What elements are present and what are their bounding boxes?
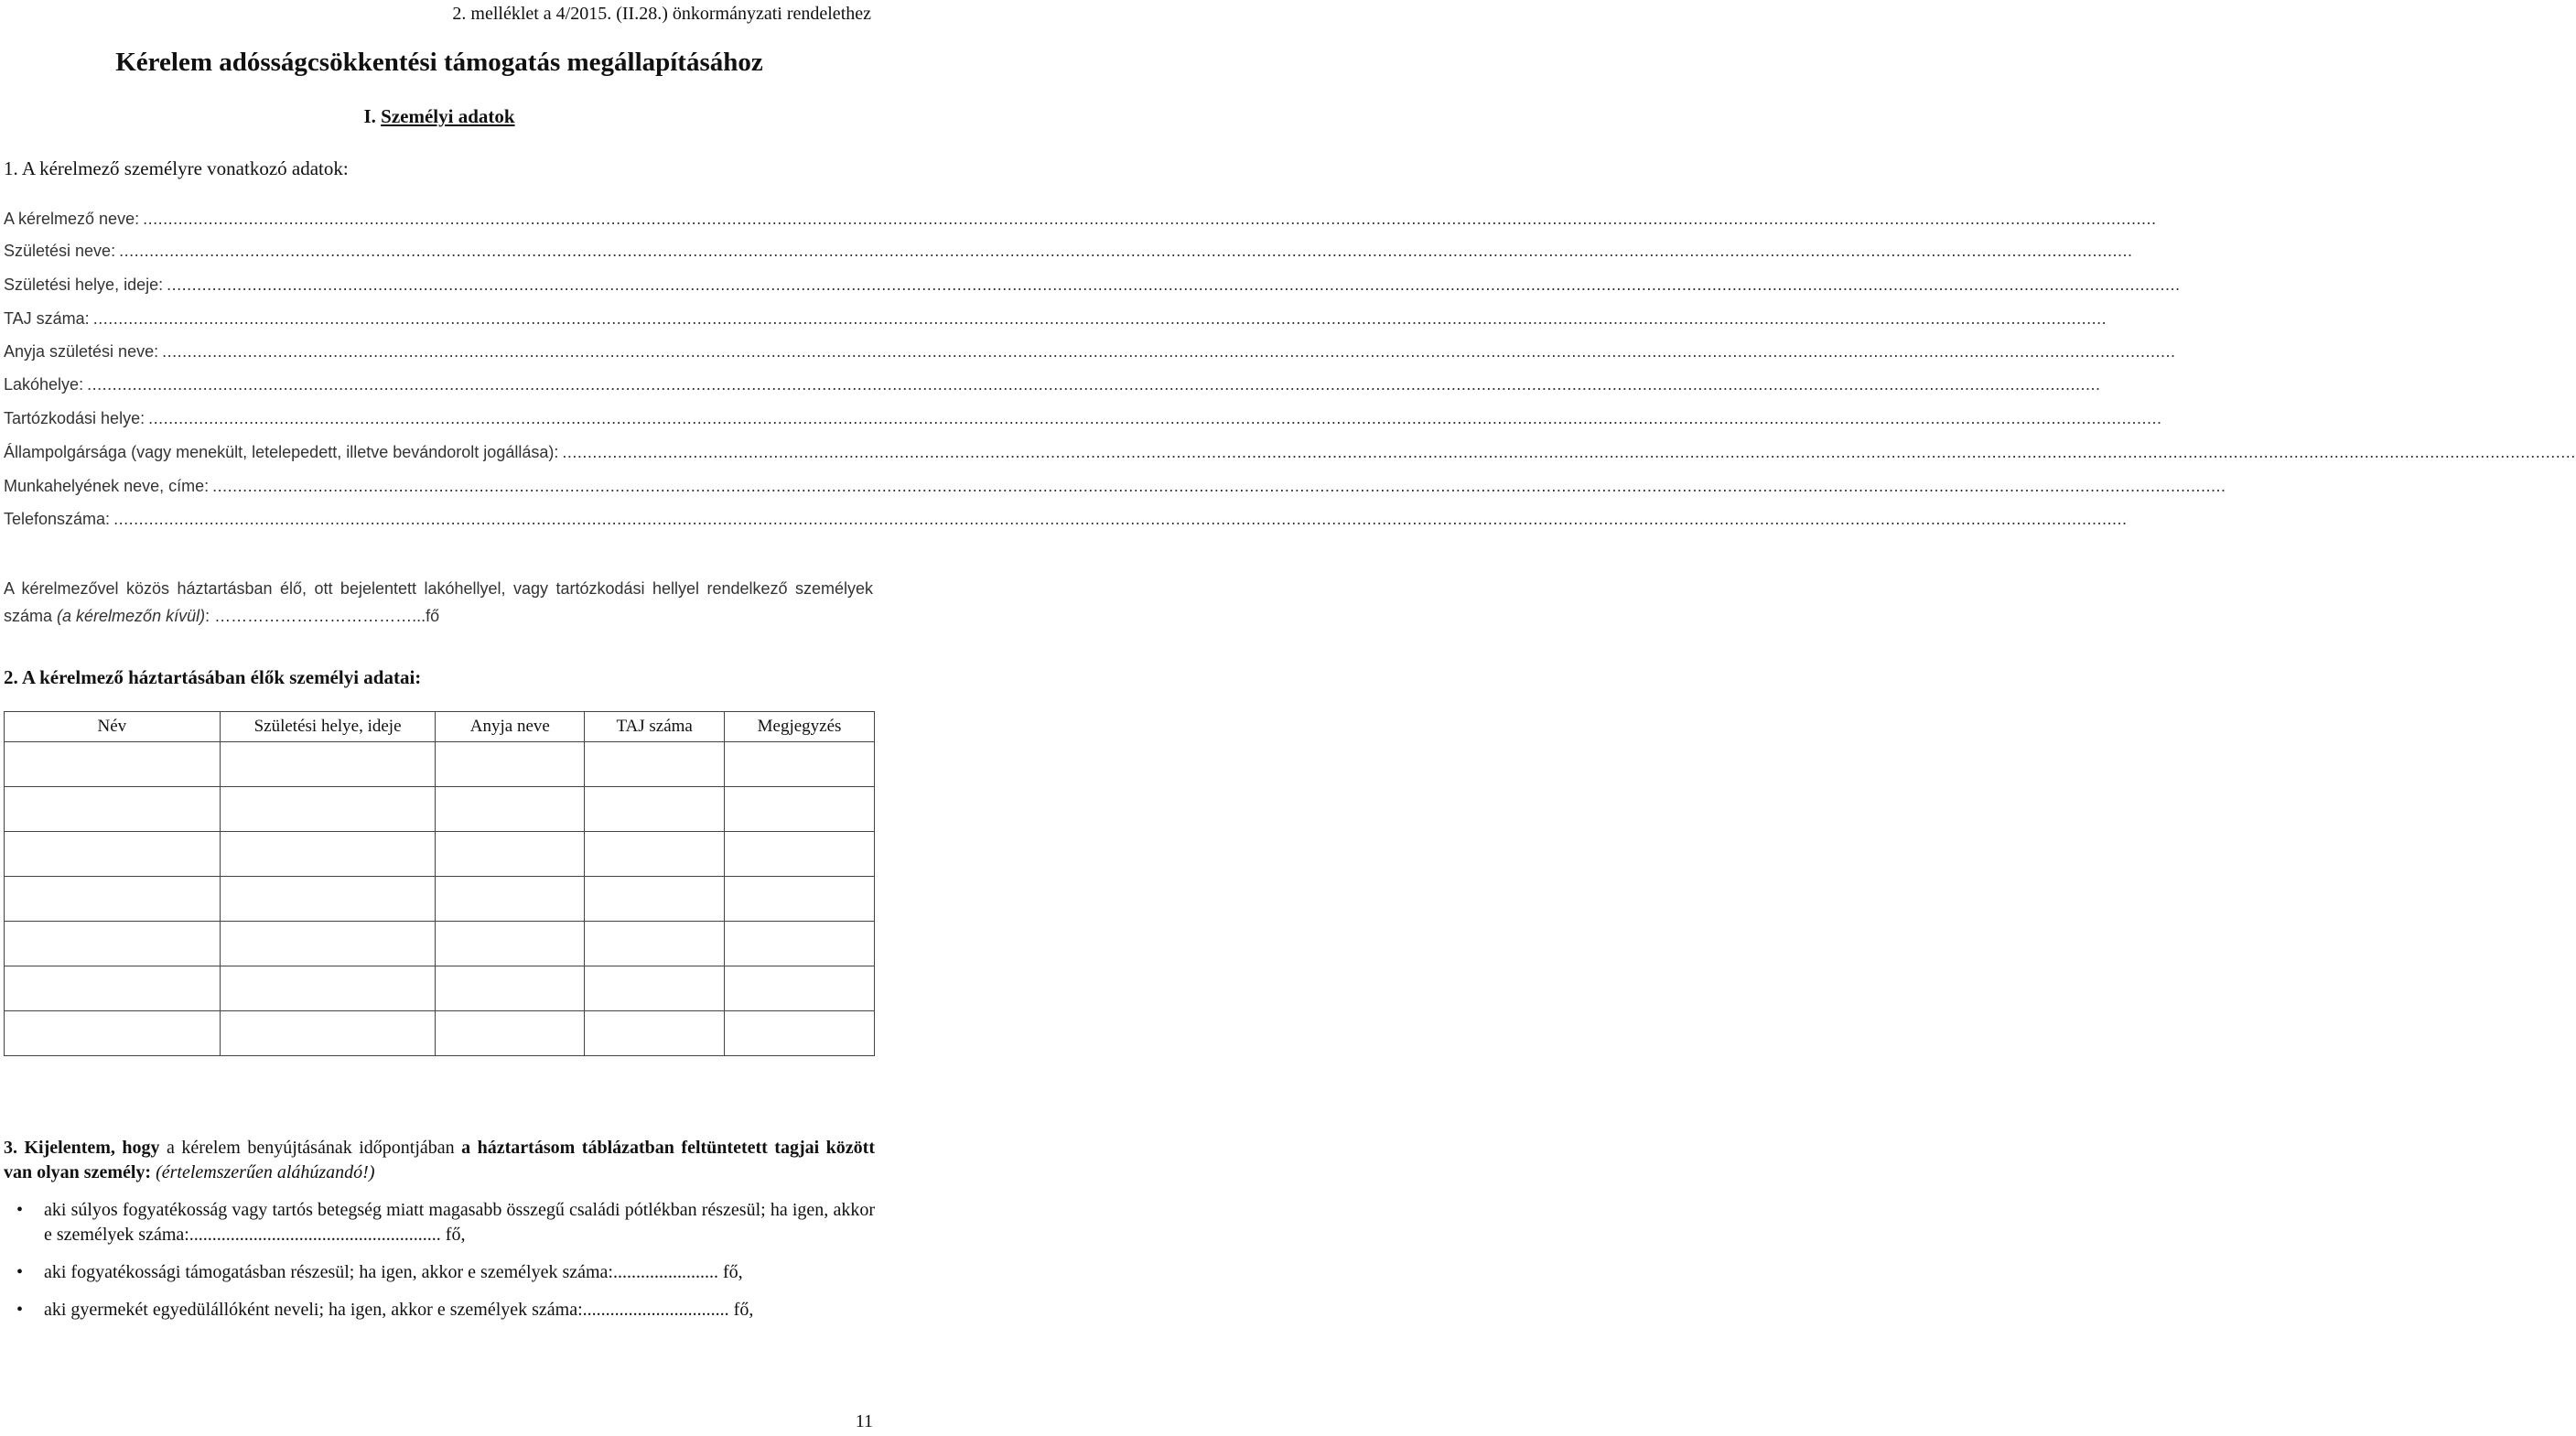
field-dotted-line[interactable]: ................................................................................................................................................................................................................................................................................................................................................................................................................ [87, 375, 2101, 394]
form-title: Kérelem adósságcsökkentési támogatás megállapításához [115, 48, 763, 77]
section-heading [0, 105, 878, 128]
bullet-icon: • [16, 1262, 24, 1282]
table-row [5, 966, 875, 1011]
table-body [5, 742, 875, 1056]
field-dotted-line[interactable]: ................................................................................................................................................................................................................................................................................................................................................................................................................ [562, 443, 2576, 461]
table-cell[interactable] [220, 787, 436, 832]
section-title: Személyi adatok [381, 105, 515, 127]
table-cell[interactable] [725, 966, 875, 1011]
table-cell[interactable] [585, 742, 725, 787]
field-label: Lakóhelye: [4, 375, 84, 394]
table-cell[interactable] [436, 877, 585, 922]
table-cell[interactable] [725, 1011, 875, 1056]
table-row [5, 1011, 875, 1056]
table-cell[interactable] [436, 922, 585, 966]
table-cell[interactable] [5, 787, 221, 832]
part3-number: 3. [4, 1138, 17, 1158]
col-mother-header: Anyja neve [436, 712, 585, 742]
table-cell[interactable] [5, 1011, 221, 1056]
field-label: Születési helye, ideje: [4, 275, 164, 294]
field-dotted-line[interactable]: ................................................................................................................................................................................................................................................................................................................................................................................................................ [113, 510, 2128, 528]
table-row [5, 832, 875, 877]
table-cell[interactable] [725, 922, 875, 966]
table-cell[interactable] [220, 1011, 436, 1056]
part2-heading: 2. A kérelmező háztartásában élők személyi adatai: [4, 666, 422, 688]
field-dotted-line[interactable]: ................................................................................................................................................................................................................................................................................................................................................................................................................ [92, 309, 2107, 328]
part3-statement [4, 1136, 875, 1185]
decree-reference: 2. melléklet a 4/2015. (II.28.) önkormányzati rendelethez [452, 4, 871, 24]
table-cell[interactable] [5, 966, 221, 1011]
field-dotted-line[interactable]: ................................................................................................................................................................................................................................................................................................................................................................................................................ [212, 477, 2226, 495]
bullet-text[interactable]: aki gyermekét egyedülállóként neveli; ha igen, akkor e személyek száma:................................ fő, [44, 1300, 754, 1320]
household-members-table [4, 711, 875, 1056]
bullet-icon: • [16, 1200, 24, 1220]
table-cell[interactable] [5, 877, 221, 922]
table-cell[interactable] [585, 966, 725, 1011]
household-note: (a kérelmezőn kívül) [57, 607, 206, 625]
part3-bold-text: a háztartásom táblázatban feltüntetett tagjai között van olyan személy: [4, 1138, 875, 1182]
table-cell[interactable] [585, 922, 725, 966]
field-row[interactable] [4, 443, 2576, 467]
table-cell[interactable] [5, 922, 221, 966]
table-cell[interactable] [585, 787, 725, 832]
table-row [5, 922, 875, 966]
field-label: Születési neve: [4, 242, 116, 260]
field-dotted-line[interactable]: ................................................................................................................................................................................................................................................................................................................................................................................................................ [119, 242, 2133, 260]
table-cell[interactable] [725, 742, 875, 787]
part3-normal-text: a kérelem benyújtásának időpontjában [167, 1138, 455, 1158]
field-label: Munkahelyének neve, címe: [4, 477, 210, 495]
col-note-header: Megjegyzés [725, 712, 875, 742]
household-paragraph [4, 575, 873, 630]
field-row[interactable] [4, 510, 2128, 534]
col-taj-header: TAJ száma [585, 712, 725, 742]
field-label: TAJ száma: [4, 309, 90, 328]
col-name-header: Név [5, 712, 221, 742]
table-header-row [5, 712, 875, 742]
field-dotted-line[interactable]: ................................................................................................................................................................................................................................................................................................................................................................................................................ [148, 409, 2162, 427]
field-dotted-line[interactable]: ................................................................................................................................................................................................................................................................................................................................................................................................................ [143, 210, 2157, 228]
bullet-item [4, 1298, 875, 1323]
table-cell[interactable] [436, 1011, 585, 1056]
table-cell[interactable] [436, 832, 585, 877]
household-text: A kérelmezővel közös háztartásban élő, ott bejelentett lakóhellyel, vagy tartózkodási hellyel rendelkező személyek száma [4, 579, 873, 625]
table-cell[interactable] [220, 877, 436, 922]
bullet-text[interactable]: aki súlyos fogyatékosság vagy tartós betegség miatt magasabb összegű családi pótlékban részesül; ha igen, akkor e személyek száma:....................................................... fő, [44, 1200, 875, 1245]
field-dotted-line[interactable]: ................................................................................................................................................................................................................................................................................................................................................................................................................ [162, 342, 2176, 361]
bullet-item [4, 1198, 875, 1247]
field-dotted-line[interactable]: ................................................................................................................................................................................................................................................................................................................................................................................................................ [167, 275, 2181, 294]
table-cell[interactable] [585, 832, 725, 877]
part1-heading: 1. A kérelmező személyre vonatkozó adatok: [4, 157, 349, 179]
table-cell[interactable] [220, 742, 436, 787]
table-cell[interactable] [220, 922, 436, 966]
field-row[interactable] [4, 275, 2181, 299]
field-row[interactable] [4, 210, 2157, 233]
table-cell[interactable] [436, 787, 585, 832]
household-count-field[interactable]: : ………………………………...fő [205, 607, 440, 625]
field-label: Tartózkodási helye: [4, 409, 146, 427]
table-cell[interactable] [436, 966, 585, 1011]
table-cell[interactable] [725, 877, 875, 922]
field-label: Anyja születési neve: [4, 342, 159, 361]
part3-instruction: (értelemszerűen aláhúzandó!) [156, 1162, 375, 1182]
table-cell[interactable] [725, 832, 875, 877]
section-number: I. [363, 105, 376, 127]
bullet-icon: • [16, 1300, 24, 1320]
field-row[interactable] [4, 375, 2101, 399]
page-number: 11 [855, 1411, 873, 1431]
field-row[interactable] [4, 242, 2133, 265]
table-cell[interactable] [585, 1011, 725, 1056]
table-cell[interactable] [585, 877, 725, 922]
bullet-text[interactable]: aki fogyatékossági támogatásban részesül; ha igen, akkor e személyek száma:....................... fő, [44, 1262, 743, 1282]
field-row[interactable] [4, 409, 2162, 433]
table-cell[interactable] [5, 742, 221, 787]
field-row[interactable] [4, 309, 2107, 333]
table-cell[interactable] [220, 966, 436, 1011]
bullet-item [4, 1260, 875, 1285]
field-label: Telefonszáma: [4, 510, 111, 528]
table-row [5, 787, 875, 832]
field-label: Állampolgársága (vagy menekült, letelepedett, illetve bevándorolt jogállása): [4, 443, 559, 461]
table-cell[interactable] [436, 742, 585, 787]
table-cell[interactable] [725, 787, 875, 832]
part3-bold-intro: Kijelentem, hogy [24, 1138, 160, 1158]
field-row[interactable] [4, 477, 2226, 501]
table-cell[interactable] [5, 832, 221, 877]
table-row [5, 742, 875, 787]
col-birth-header: Születési helye, ideje [220, 712, 436, 742]
field-row[interactable] [4, 342, 2176, 366]
table-row [5, 877, 875, 922]
field-label: A kérelmező neve: [4, 210, 140, 228]
table-cell[interactable] [220, 832, 436, 877]
